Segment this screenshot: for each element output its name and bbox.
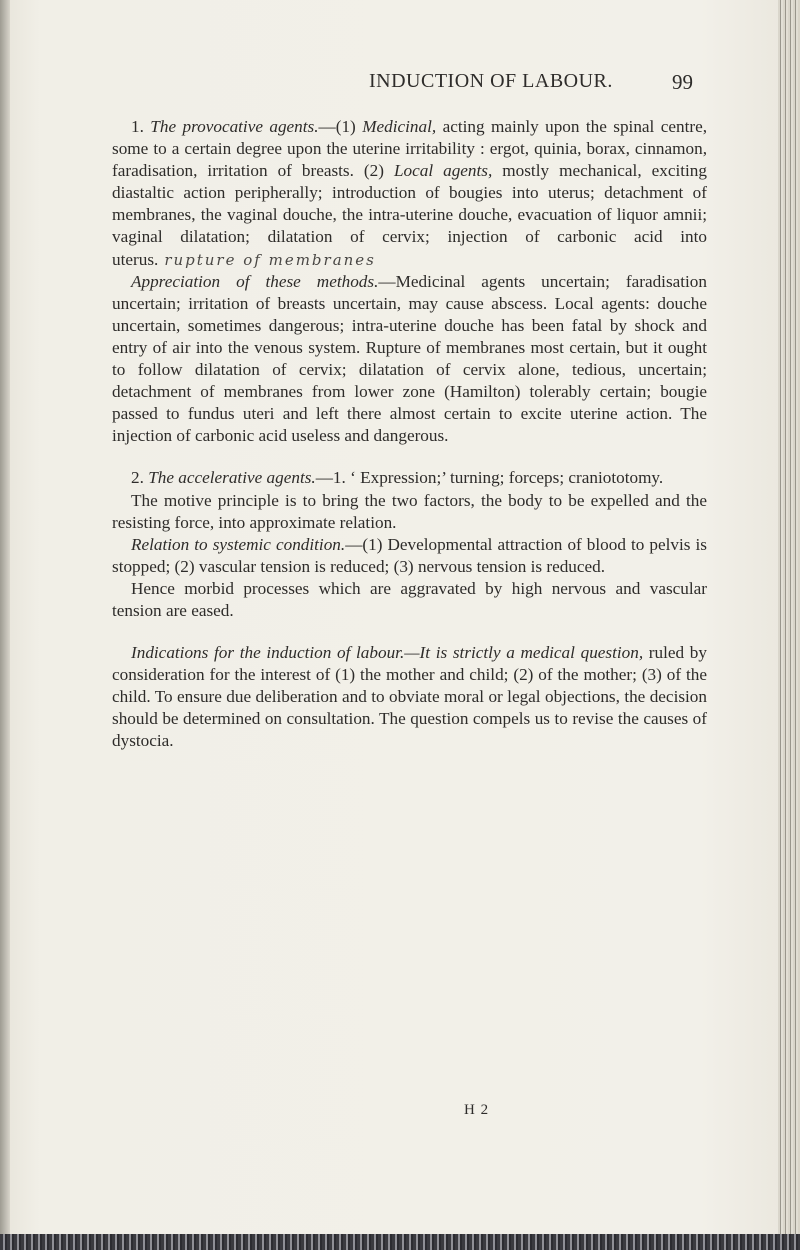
section-number: 1.: [131, 117, 144, 136]
text-run: —Medicinal agents uncertain; faradisation uncertain; irritation of breasts uncertain, may cause abscess. Local agents: douche uncertain, sometimes dangerous; intra-uterine douche has been fatal by shock and entry of air into the venous system. Rupture of membranes most certain, but it ought to follow dilatation of cervix; dilatation of cervix alone, tedious, uncertain; detachment of membranes from lower zone (Hamilton) tolerably certain; bougie passed to fundus uteri and left there almost certain to excite uterine action. The injection of carbonic acid useless and dangerous.: [112, 271, 707, 446]
page-header: [0, 70, 800, 100]
paragraph-provocative-agents: [112, 116, 707, 271]
paragraph-indications: [112, 642, 707, 752]
text-run: —(1) Developmental attraction of blood to pelvis is stopped; (2) vascular tension is reduced; (3) nervous tension is reduced.: [112, 534, 707, 576]
section-title: The accelerative agents.: [148, 468, 316, 488]
handwritten-annotation: rupture of membranes: [164, 250, 376, 269]
text-run: acting mainly upon the spinal centre, some to a certain degree upon the uterine irritability : ergot, quinia, borax, cinnamon, faradisation, irritation of breasts. (2): [112, 117, 708, 181]
paragraph-morbid-processes: Hence morbid processes which are aggravated by high nervous and vascular tension are eased.: [112, 578, 707, 620]
relation-title: Relation to systemic condition.: [131, 534, 346, 554]
indications-title: Indications for the induction of labour.—It is strictly a medical question,: [131, 643, 644, 663]
running-head: INDUCTION OF LABOUR.: [369, 70, 613, 92]
page-number: 99: [672, 70, 693, 94]
term-medicinal: Medicinal,: [362, 117, 437, 136]
paragraph-relation: [112, 534, 707, 578]
page-edge-stack: [778, 0, 800, 1250]
paragraph-motive-principle: The motive principle is to bring the two factors, the body to be expelled and the resisting force, into approximate relation.: [112, 490, 707, 532]
appreciation-title: Appreciation of these methods.: [131, 271, 379, 291]
body-text: [112, 116, 707, 753]
page-bottom-edge: [0, 1234, 800, 1250]
paragraph-accelerative-agents: [112, 467, 707, 489]
page-left-shadow: [0, 0, 10, 1250]
paragraph-appreciation: [112, 271, 707, 448]
text-run: —(1): [318, 117, 363, 136]
text-run: —1. ‘ Expression;’ turning; forceps; craniototomy.: [315, 468, 664, 488]
term-local-agents: Local agents,: [393, 161, 493, 181]
text-run: ruled by consideration for the interest of (1) the mother and child; (2) of the mother; (3) of the child. To ensure due deliberation and to obviate moral or legal objections, the decision should be determined on consultation. The question compels us to revise the causes of dystocia.: [112, 643, 707, 751]
section-title: The provocative agents.: [150, 117, 319, 136]
text-run: mostly mechanical, exciting diastaltic action peripherally; introduction of bougies into uterus; detachment of membranes, the vaginal douche, the intra-uterine douche, evacuation of liquor amnii; vaginal dilatation; dilatation of cervix; injection of carbonic acid into uterus.: [112, 161, 707, 269]
signature-mark: H 2: [464, 1102, 490, 1118]
section-number: 2.: [131, 468, 144, 488]
